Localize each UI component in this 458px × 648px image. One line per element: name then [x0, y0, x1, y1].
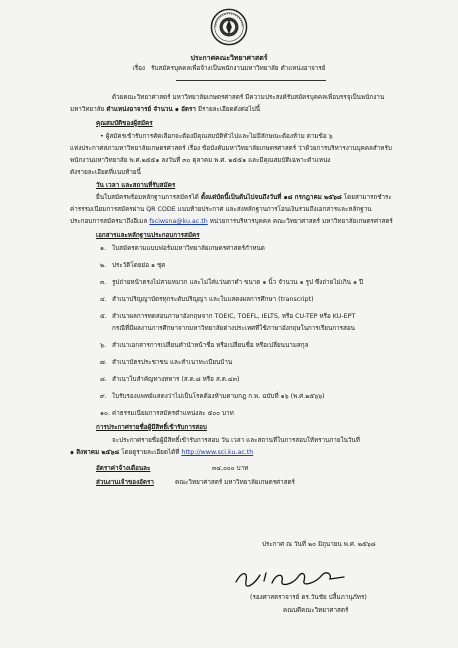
- salary-value: ๓๔,๐๐๐ บาท: [212, 465, 249, 472]
- page-title: ประกาศคณะวิทยาศาสตร์: [190, 54, 268, 62]
- list-item-number: ๑๐.: [100, 410, 110, 417]
- university-seal-icon: [210, 8, 248, 46]
- application-deadline: ตั้งแต่บัดนี้เป็นต้นไปจนถึงวันที่ ๑๘ กรกฎาคม ๒๕๖๘: [200, 194, 342, 201]
- list-item-number: ๑.: [100, 245, 106, 252]
- announcement-heading: การประกาศรายชื่อผู้มีสิทธิ์เข้ารับการสอบ: [96, 424, 207, 431]
- list-item-number: ๙.: [100, 393, 107, 400]
- list-item: [100, 279, 363, 287]
- subject-label: เรื่อง: [132, 65, 145, 72]
- qualifications-line: • ผู้สมัครเข้ารับการคัดเลือกจะต้องมีคุณสมบัติทั่วไปและไม่มีลักษณะต้องห้าม ตามข้อ ๖: [100, 133, 333, 140]
- list-item-text: ใบรับรองแพทย์แสดงว่าไม่เป็นโรคต้องห้ามตามกฎ ก.พ. ฉบับที่ ๑๖ (พ.ศ.๒๕๖๖): [112, 393, 325, 400]
- list-item-text: สำเนาผลการทดสอบภาษาอังกฤษจาก TOEIC, TOEFL, IELTS, หรือ CU-TEP หรือ KU-EPT: [112, 313, 356, 320]
- list-item-text: ประวัติโดยย่อ ๑ ชุด: [112, 262, 166, 269]
- announcement-line-2-b: โดยดูรายละเอียดได้ที่: [119, 449, 182, 456]
- list-item: [100, 262, 165, 270]
- list-item-number: ๒.: [100, 262, 107, 269]
- intro-position-count: ตำแหน่งอาจารย์ จำนวน ๑ อัตรา: [106, 106, 196, 113]
- qualifications-line: ดังรายละเอียดที่แนบท้ายนี้: [70, 169, 141, 176]
- schedule-line-1: [96, 194, 392, 202]
- list-item: [100, 325, 355, 333]
- schedule-line-2: ค่ารรรมเนียมการสมัครผ่าน QR CODE แนบท้ายประกาศ และส่งหลักฐานการโอนเงินรวมถึงเอกสารและหลักฐาน: [70, 206, 372, 213]
- salary-label: อัตราค่าจ้างเดือนละ: [96, 465, 151, 472]
- signer-name: (รองศาสตราจารย์ ดร.วันชัย ปลื้มภานุภัทร): [250, 594, 367, 601]
- qualifications-line: แห่งประกาศสภามหาวิทยาลัยเกษตรศาสตร์ เรื่อง ข้อบังคับมหาวิทยาลัยเกษตรศาสตร์ ว่าด้วยการบริหารงานบุคคลสำหรับ: [70, 145, 392, 152]
- intro-line-1: ด้วยคณะวิทยาศาสตร์ มหาวิทยาลัยเกษตรศาสตร์ มีความประสงค์รับสมัครบุคคลเพื่อบรรจุเป็นพนักงาน: [112, 94, 385, 101]
- documents-heading: เอกสารและหลักฐานประกอบการสมัคร: [96, 232, 200, 239]
- list-item-number: ๔.: [100, 296, 107, 303]
- schedule-heading: วัน เวลา และสถานที่รับสมัคร: [96, 182, 176, 189]
- list-item-text: รูปถ่ายหน้าตรงไม่สวมหมวก และไม่ใส่แว่นตาดำ ขนาด ๑ นิ้ว จำนวน ๑ รูป ซึ่งถ่ายไม่เกิน ๑ ปี: [112, 279, 363, 286]
- list-item-number: ๖.: [100, 342, 106, 349]
- list-item: [100, 410, 234, 418]
- list-item-number: ๓.: [100, 279, 107, 286]
- list-item: [100, 393, 325, 401]
- list-item-text: สำเนาปริญญาบัตรทุกระดับปริญญา และใบแสดงผลการศึกษา (transcript): [112, 296, 314, 303]
- list-item: [100, 296, 314, 304]
- application-email-link[interactable]: fsciwsna@ku.ac.th: [149, 218, 208, 225]
- signer-position: คณบดีคณะวิทยาศาสตร์: [283, 607, 349, 614]
- announcement-date: ๑ สิงหาคม ๒๕๖๘: [70, 449, 120, 456]
- signature-icon: [232, 567, 352, 589]
- agency-label: ส่วนงานเจ้าของอัตรา: [96, 479, 154, 486]
- list-item-text: ค่าธรรมเนียมการสมัครตำแหน่งละ ๕๐๐ บาท: [112, 410, 234, 417]
- list-item-number: ๗.: [100, 359, 107, 366]
- list-item: [100, 376, 239, 384]
- list-item: [100, 359, 232, 367]
- qualifications-heading: คุณสมบัติของผู้สมัคร: [96, 120, 153, 127]
- announcement-date-line: ประกาศ ณ วันที่ ๒๐ มิถุนายน พ.ศ. ๒๕๖๘: [262, 541, 376, 548]
- schedule-line-3-a: ประกอบการสมัครมาถึงอีเมล: [70, 218, 150, 225]
- list-item-text: กรณีที่มีผลงานการศึกษาจากมหาวิทยาลัยต่างประเทศที่ใช้ภาษาอังกฤษในการเรียนการสอน: [112, 325, 355, 332]
- schedule-line-1-a: ยื่นใบสมัครพร้อมหลักฐานการสมัครได้: [96, 194, 201, 201]
- schedule-line-3-c: หน่วยการบริหารบุคคล คณะวิทยาศาสตร์ มหาวิทยาลัยเกษตรศาสตร์: [207, 218, 393, 225]
- schedule-line-3: [70, 218, 393, 226]
- intro-line-2-c: มีรายละเอียดดังต่อไปนี้: [195, 106, 261, 113]
- title-divider: [176, 80, 326, 81]
- intro-line-2: [70, 106, 260, 114]
- list-item-text: สำเนาบัตรประชาชน และสำเนาทะเบียนบ้าน: [112, 359, 233, 366]
- list-item-text: ใบสมัครตามแบบฟอร์มมหาวิทยาลัยเกษตรศาสตร์กำหนด: [112, 245, 265, 252]
- announcement-line-1: จะประกาศรายชื่อผู้มีสิทธิ์เข้ารับการสอบ วัน เวลา และสถานที่ในการสอบให้ทราบภายในวันที่: [112, 437, 360, 444]
- subject-text: รับสมัครบุคคลเพื่อจ้างเป็นพนักงานมหาวิทยาลัย ตำแหน่งอาจารย์: [151, 65, 326, 72]
- agency-value: คณะวิทยาศาสตร์ มหาวิทยาลัยเกษตรศาสตร์: [175, 479, 295, 486]
- faculty-website-link[interactable]: http://www.sci.ku.ac.th: [181, 449, 254, 456]
- list-item-number: ๘.: [100, 376, 107, 383]
- list-item-number: ๕.: [100, 313, 107, 320]
- list-item-text: สำเนาใบสำคัญทางทหาร (ส.ด.๘ หรือ ส.ด.๔๓): [112, 376, 240, 383]
- schedule-line-1-c: โดยสามารถชำระ: [341, 194, 392, 201]
- subject-line: [0, 65, 458, 73]
- list-item: [100, 313, 355, 321]
- list-item: [100, 342, 308, 350]
- list-item: [100, 245, 265, 253]
- list-item-text: สำเนาเอกสารการเปลี่ยนคำนำหน้าชื่อ หรือเปลี่ยนชื่อ หรือเปลี่ยนนามสกุล: [112, 342, 309, 349]
- intro-line-2-a: มหาวิทยาลัย: [70, 106, 105, 113]
- announcement-line-2: [70, 449, 253, 457]
- qualifications-line: พนักงานมหาวิทยาลัย พ.ศ.๒๕๕๑ ลงวันที่ ๓๐ ตุลาคม พ.ศ. ๒๕๕๑ และมีคุณสมบัติเฉพาะตำแหน่ง: [70, 157, 331, 164]
